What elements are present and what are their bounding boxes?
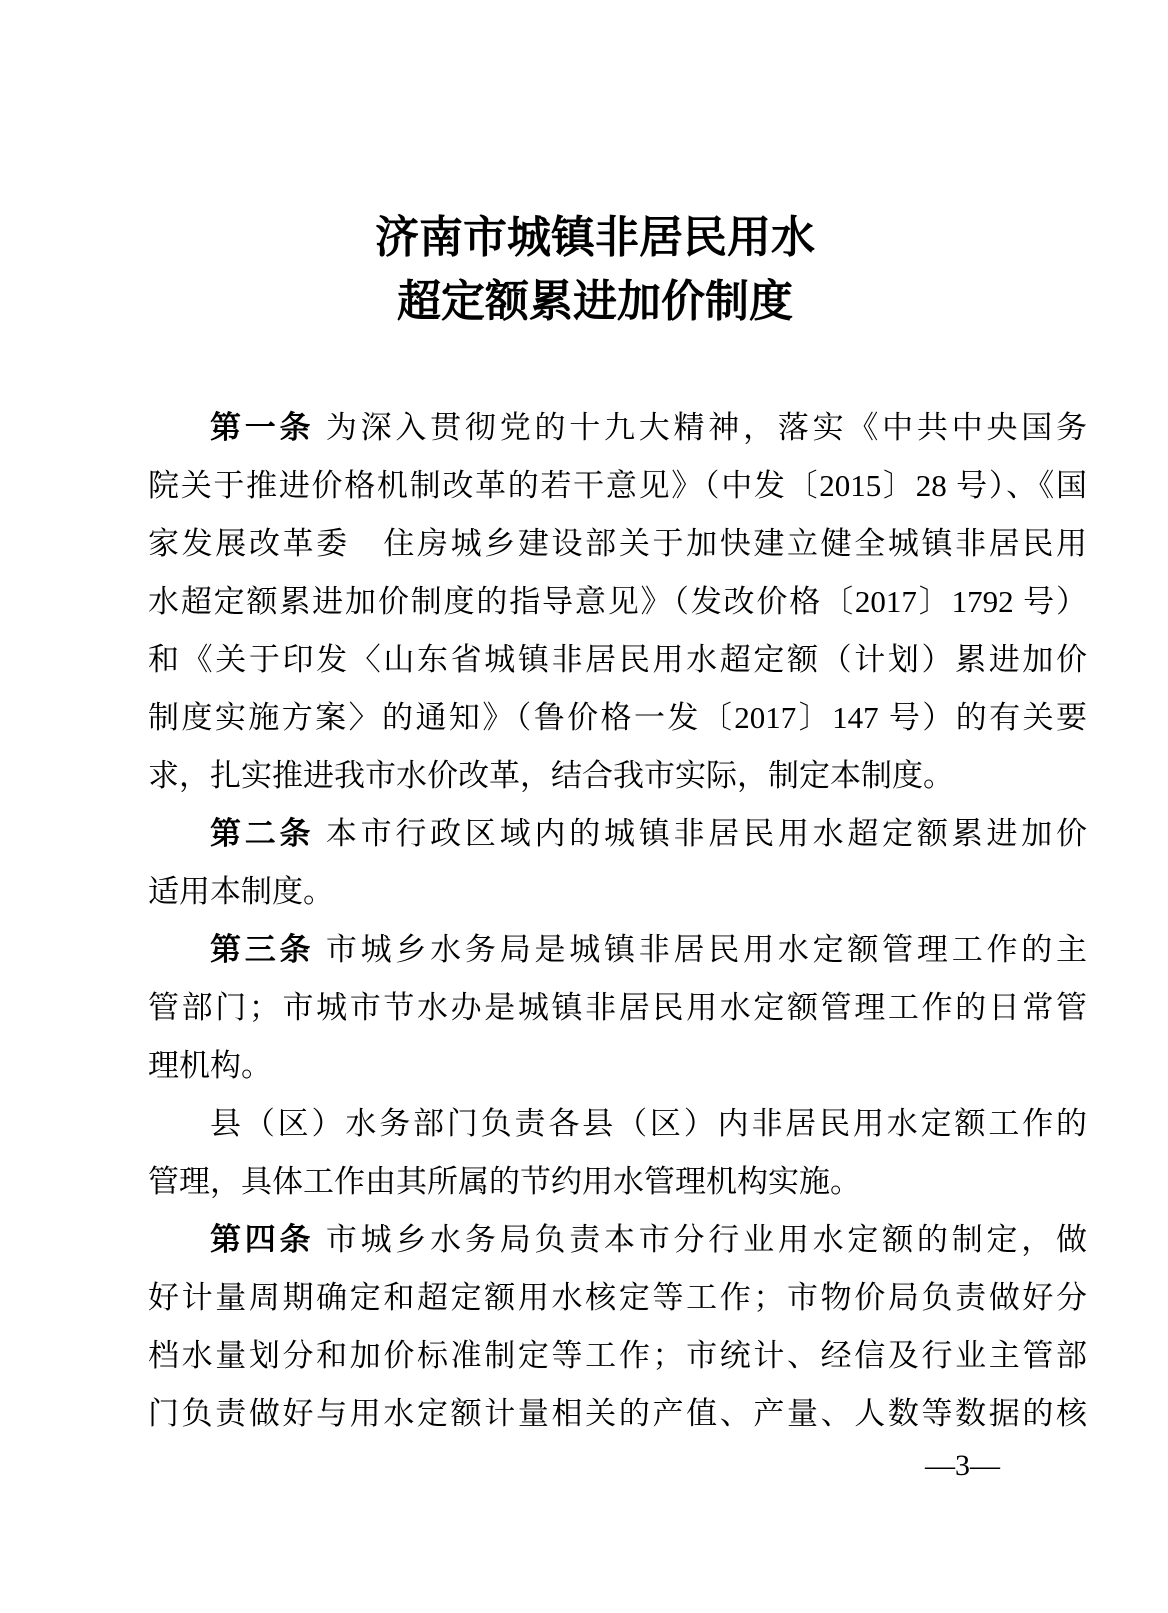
- line-text: 适用本制度。: [148, 874, 334, 909]
- line-text: 制度实施方案〉的通知》（鲁价格一发〔2017〕147 号）的有关要: [148, 700, 1087, 735]
- line-text: 家发展改革委 住房城乡建设部关于加快建立健全城镇非居民用: [148, 526, 1087, 561]
- body-line-16: [148, 1269, 1087, 1327]
- title-line-2: 超定额累进加价制度: [397, 277, 793, 326]
- title-line-1: 济南市城镇非居民用水: [375, 213, 815, 262]
- body-line-11: [148, 979, 1087, 1037]
- line-text: 理机构。: [148, 1048, 272, 1083]
- line-text: 为深入贯彻党的十九大精神，落实《中共中央国务: [325, 410, 1088, 445]
- line-text: 本市行政区域内的城镇非居民用水超定额累进加价: [325, 816, 1088, 851]
- line-text: 市城乡水务局是城镇非居民用水定额管理工作的主: [325, 932, 1088, 967]
- line-text: 门负责做好与用水定额计量相关的产值、产量、人数等数据的核: [148, 1396, 1087, 1431]
- body-line-2: [148, 457, 1087, 515]
- line-text: 院关于推进价格机制改革的若干意见》（中发〔2015〕28 号）、《国: [148, 468, 1087, 503]
- body-line-12: [148, 1037, 1087, 1095]
- body-text: [148, 399, 1087, 1443]
- line-text: 水超定额累进加价制度的指导意见》（发改价格〔2017〕1792 号）: [148, 584, 1087, 619]
- body-line-7: [148, 747, 1087, 805]
- body-line-1: [148, 399, 1087, 457]
- body-line-18: [148, 1385, 1087, 1443]
- body-line-5: [148, 631, 1087, 689]
- line-text: 档水量划分和加价标准制定等工作；市统计、经信及行业主管部: [148, 1338, 1087, 1373]
- body-line-3: [148, 515, 1087, 573]
- line-text: 管理，具体工作由其所属的节约用水管理机构实施。: [148, 1164, 861, 1199]
- body-line-6: [148, 689, 1087, 747]
- article-number: 第三条: [210, 932, 315, 967]
- body-line-4: [148, 573, 1087, 631]
- line-text: 县（区）水务部门负责各县（区）内非居民用水定额工作的: [210, 1106, 1087, 1141]
- line-text: 管部门；市城市节水办是城镇非居民用水定额管理工作的日常管: [148, 990, 1087, 1025]
- line-text: 求，扎实推进我市水价改革，结合我市实际，制定本制度。: [148, 758, 954, 793]
- line-text: 市城乡水务局负责本市分行业用水定额的制定，做: [325, 1222, 1088, 1257]
- body-line-15: [148, 1211, 1087, 1269]
- body-line-14: [148, 1153, 1087, 1211]
- line-text: 和《关于印发〈山东省城镇非居民用水超定额（计划）累进加价: [148, 642, 1087, 677]
- body-line-13: [148, 1095, 1087, 1153]
- document-title: [103, 206, 1087, 334]
- article-number: 第四条: [210, 1222, 315, 1257]
- line-text: 好计量周期确定和超定额用水核定等工作；市物价局负责做好分: [148, 1280, 1087, 1315]
- body-line-9: [148, 863, 1087, 921]
- article-number: 第一条: [210, 410, 315, 445]
- body-line-10: [148, 921, 1087, 979]
- body-line-8: [148, 805, 1087, 863]
- article-number: 第二条: [210, 816, 315, 851]
- page-number: —3—: [925, 1449, 1000, 1482]
- body-line-17: [148, 1327, 1087, 1385]
